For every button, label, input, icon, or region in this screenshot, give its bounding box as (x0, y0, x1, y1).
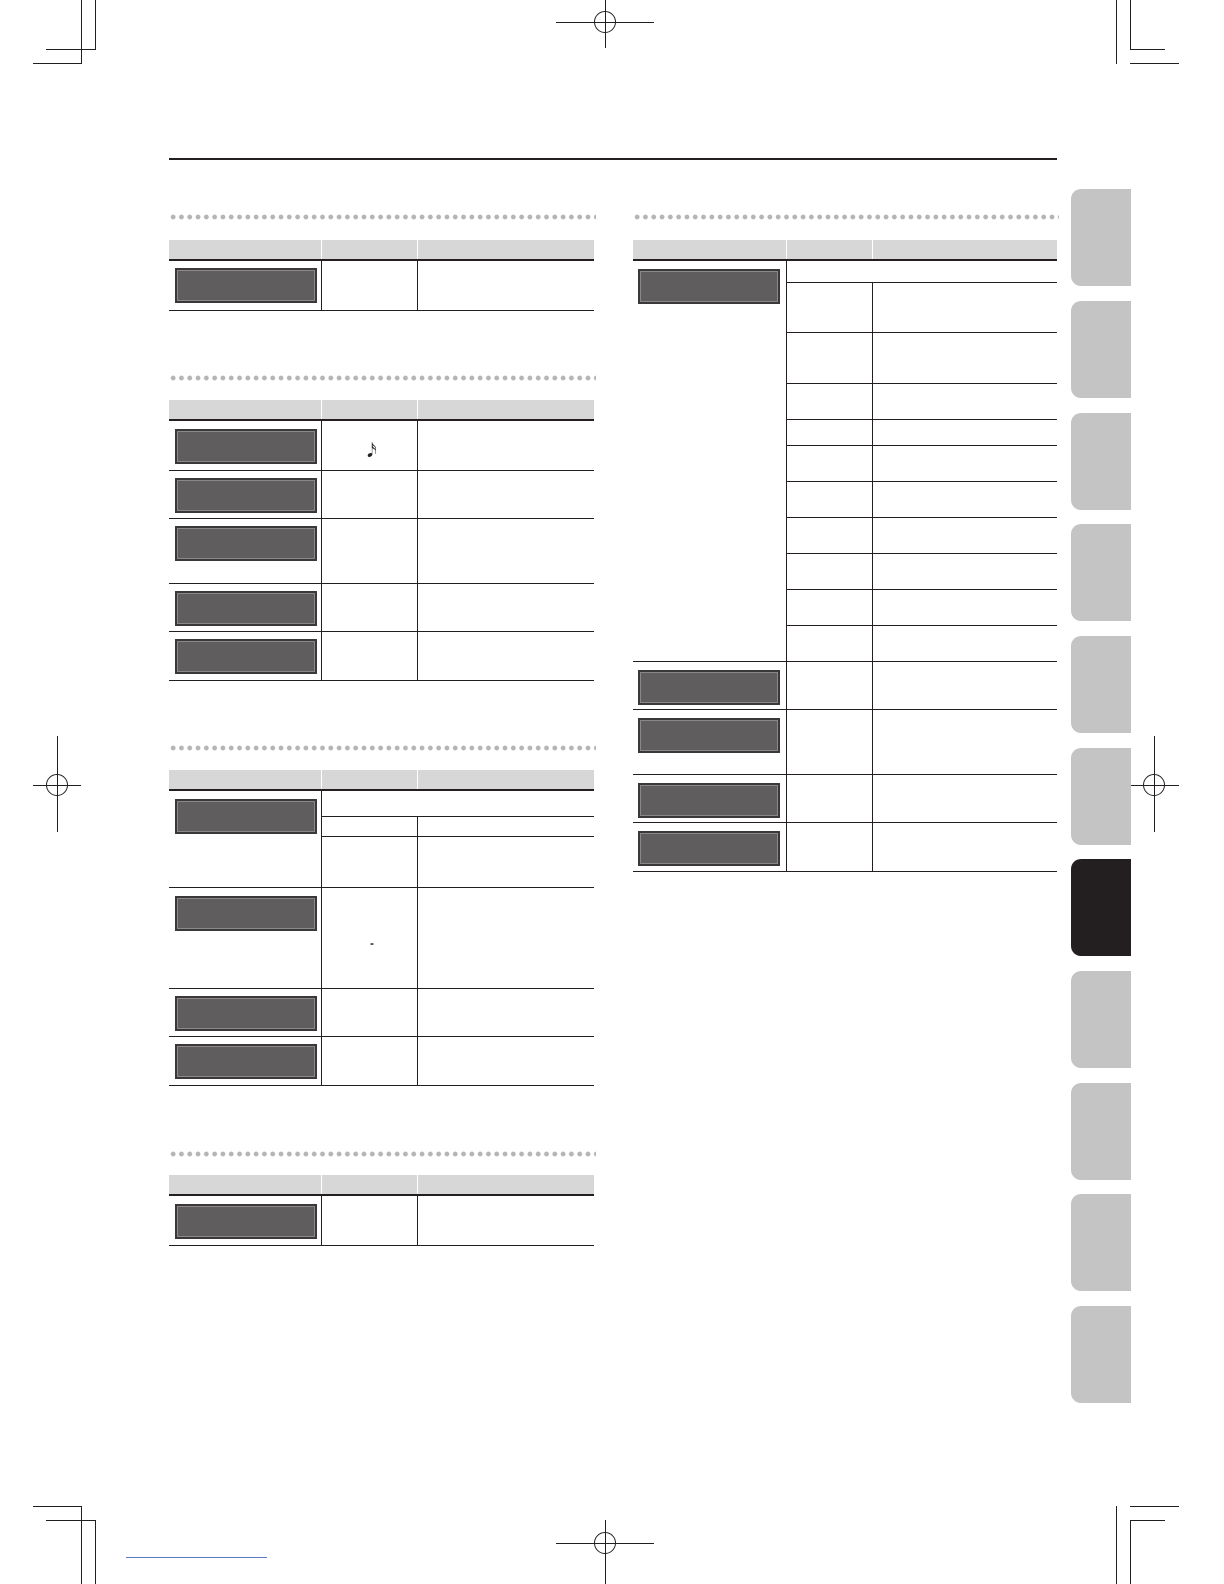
section-5-col-divider-2 (872, 282, 873, 871)
display-panel (175, 996, 317, 1031)
section-5-subrow-rule (787, 589, 1057, 590)
section-3-table-header (169, 770, 594, 791)
section-2-row-rule (169, 470, 594, 471)
crop-mark-tl-h2 (33, 63, 82, 64)
section-1-table-header (169, 240, 594, 261)
crop-mark-tr-v2 (1116, 0, 1117, 64)
crop-mark-tr-v (1130, 0, 1131, 50)
section-2-table-header (169, 400, 594, 421)
display-panel (175, 268, 317, 303)
display-panel (175, 1044, 317, 1079)
section-5-subrow-rule (787, 625, 1057, 626)
section-5-subrow-rule (787, 383, 1057, 384)
section-5-subrow-rule (787, 419, 1057, 420)
display-panel (175, 799, 317, 834)
section-5-row-rule (633, 871, 1057, 872)
section-4-row-rule (169, 1245, 594, 1246)
section-5-row-rule (633, 661, 1057, 662)
crop-mark-bl-h (46, 1520, 96, 1521)
display-panel (175, 1204, 317, 1239)
display-panel (175, 639, 317, 674)
section-2-separator (169, 375, 596, 381)
display-panel (175, 429, 317, 464)
display-panel (175, 478, 317, 513)
section-4-table-header (169, 1175, 594, 1196)
display-panel (175, 896, 317, 931)
section-5-row-rule (633, 709, 1057, 710)
section-5-subrow-rule (787, 332, 1057, 333)
page-header-rule (169, 158, 1057, 160)
display-panel (638, 718, 780, 753)
section-4-col-divider-2 (417, 1196, 418, 1245)
chapter-tab-11[interactable] (1071, 1306, 1131, 1403)
section-2-col-divider-2 (417, 421, 418, 680)
section-3-row-rule (169, 887, 594, 888)
section-3-subrow-rule (322, 816, 594, 817)
section-3-row-rule (169, 1085, 594, 1086)
chapter-tab-8[interactable] (1071, 971, 1131, 1068)
crop-mark-bl-v (95, 1520, 96, 1584)
chapter-tab-1[interactable] (1071, 189, 1131, 286)
section-3-row-rule (169, 1036, 594, 1037)
display-panel (638, 269, 780, 304)
chapter-tab-7-active[interactable] (1071, 859, 1131, 956)
section-5-subrow-rule (787, 517, 1057, 518)
crop-mark-tr-h (1130, 49, 1165, 50)
crop-mark-bl-h2 (33, 1506, 82, 1507)
crop-mark-bl-v2 (81, 1506, 82, 1584)
crop-mark-tl-v (95, 0, 96, 50)
display-panel (638, 783, 780, 818)
chapter-tab-4[interactable] (1071, 524, 1131, 621)
section-1-col-divider-1 (321, 261, 322, 310)
crop-mark-tl-h (46, 49, 96, 50)
crop-mark-br-v2 (1116, 1506, 1117, 1584)
section-3-col-divider-2a (417, 816, 418, 1085)
whole-note-icon: 𝅝 (370, 937, 374, 948)
section-4-separator (169, 1151, 596, 1157)
registration-mark-bottom-circle (594, 1532, 616, 1554)
display-panel (638, 831, 780, 866)
chapter-tab-9[interactable] (1071, 1083, 1131, 1180)
section-5-table-header (633, 240, 1057, 261)
section-5-row-rule (633, 822, 1057, 823)
chapter-tab-10[interactable] (1071, 1194, 1131, 1291)
section-4-col-divider-1 (321, 1196, 322, 1245)
section-5-row-rule (633, 774, 1057, 775)
crop-mark-br-h (1130, 1520, 1165, 1521)
display-panel (175, 526, 317, 561)
registration-mark-left-circle (46, 774, 68, 796)
chapter-tab-3[interactable] (1071, 413, 1131, 510)
chapter-tab-2[interactable] (1071, 301, 1131, 398)
sixteenth-note-icon: 𝅘𝅥𝅯 (367, 440, 377, 462)
chapter-tab-6[interactable] (1071, 748, 1131, 845)
section-2-col-divider-1 (321, 421, 322, 680)
registration-mark-top-circle (594, 11, 616, 33)
section-2-row-rule (169, 583, 594, 584)
section-5-col-divider-1 (786, 261, 787, 871)
section-3-separator (169, 745, 596, 751)
crop-mark-tr-h2 (1130, 63, 1179, 64)
footer-underline (126, 1557, 267, 1558)
crop-mark-tl-v2 (81, 0, 82, 64)
section-3-subrow-rule (322, 836, 594, 837)
display-panel (175, 591, 317, 626)
section-1-row-rule (169, 310, 594, 311)
section-1-col-divider-2 (417, 261, 418, 310)
chapter-tab-5[interactable] (1071, 636, 1131, 733)
section-2-row-rule (169, 680, 594, 681)
section-3-row-rule (169, 988, 594, 989)
section-5-subrow-rule (787, 445, 1057, 446)
section-5-separator (633, 214, 1059, 220)
section-1-separator (169, 214, 596, 220)
section-2-row-rule (169, 518, 594, 519)
section-5-subrow-rule (787, 553, 1057, 554)
section-5-subrow-rule (787, 481, 1057, 482)
crop-mark-br-v (1130, 1520, 1131, 1584)
section-2-row-rule (169, 631, 594, 632)
display-panel (638, 670, 780, 705)
section-5-subrow-rule (787, 282, 1057, 283)
registration-mark-right-circle (1143, 774, 1165, 796)
crop-mark-br-h2 (1130, 1506, 1179, 1507)
